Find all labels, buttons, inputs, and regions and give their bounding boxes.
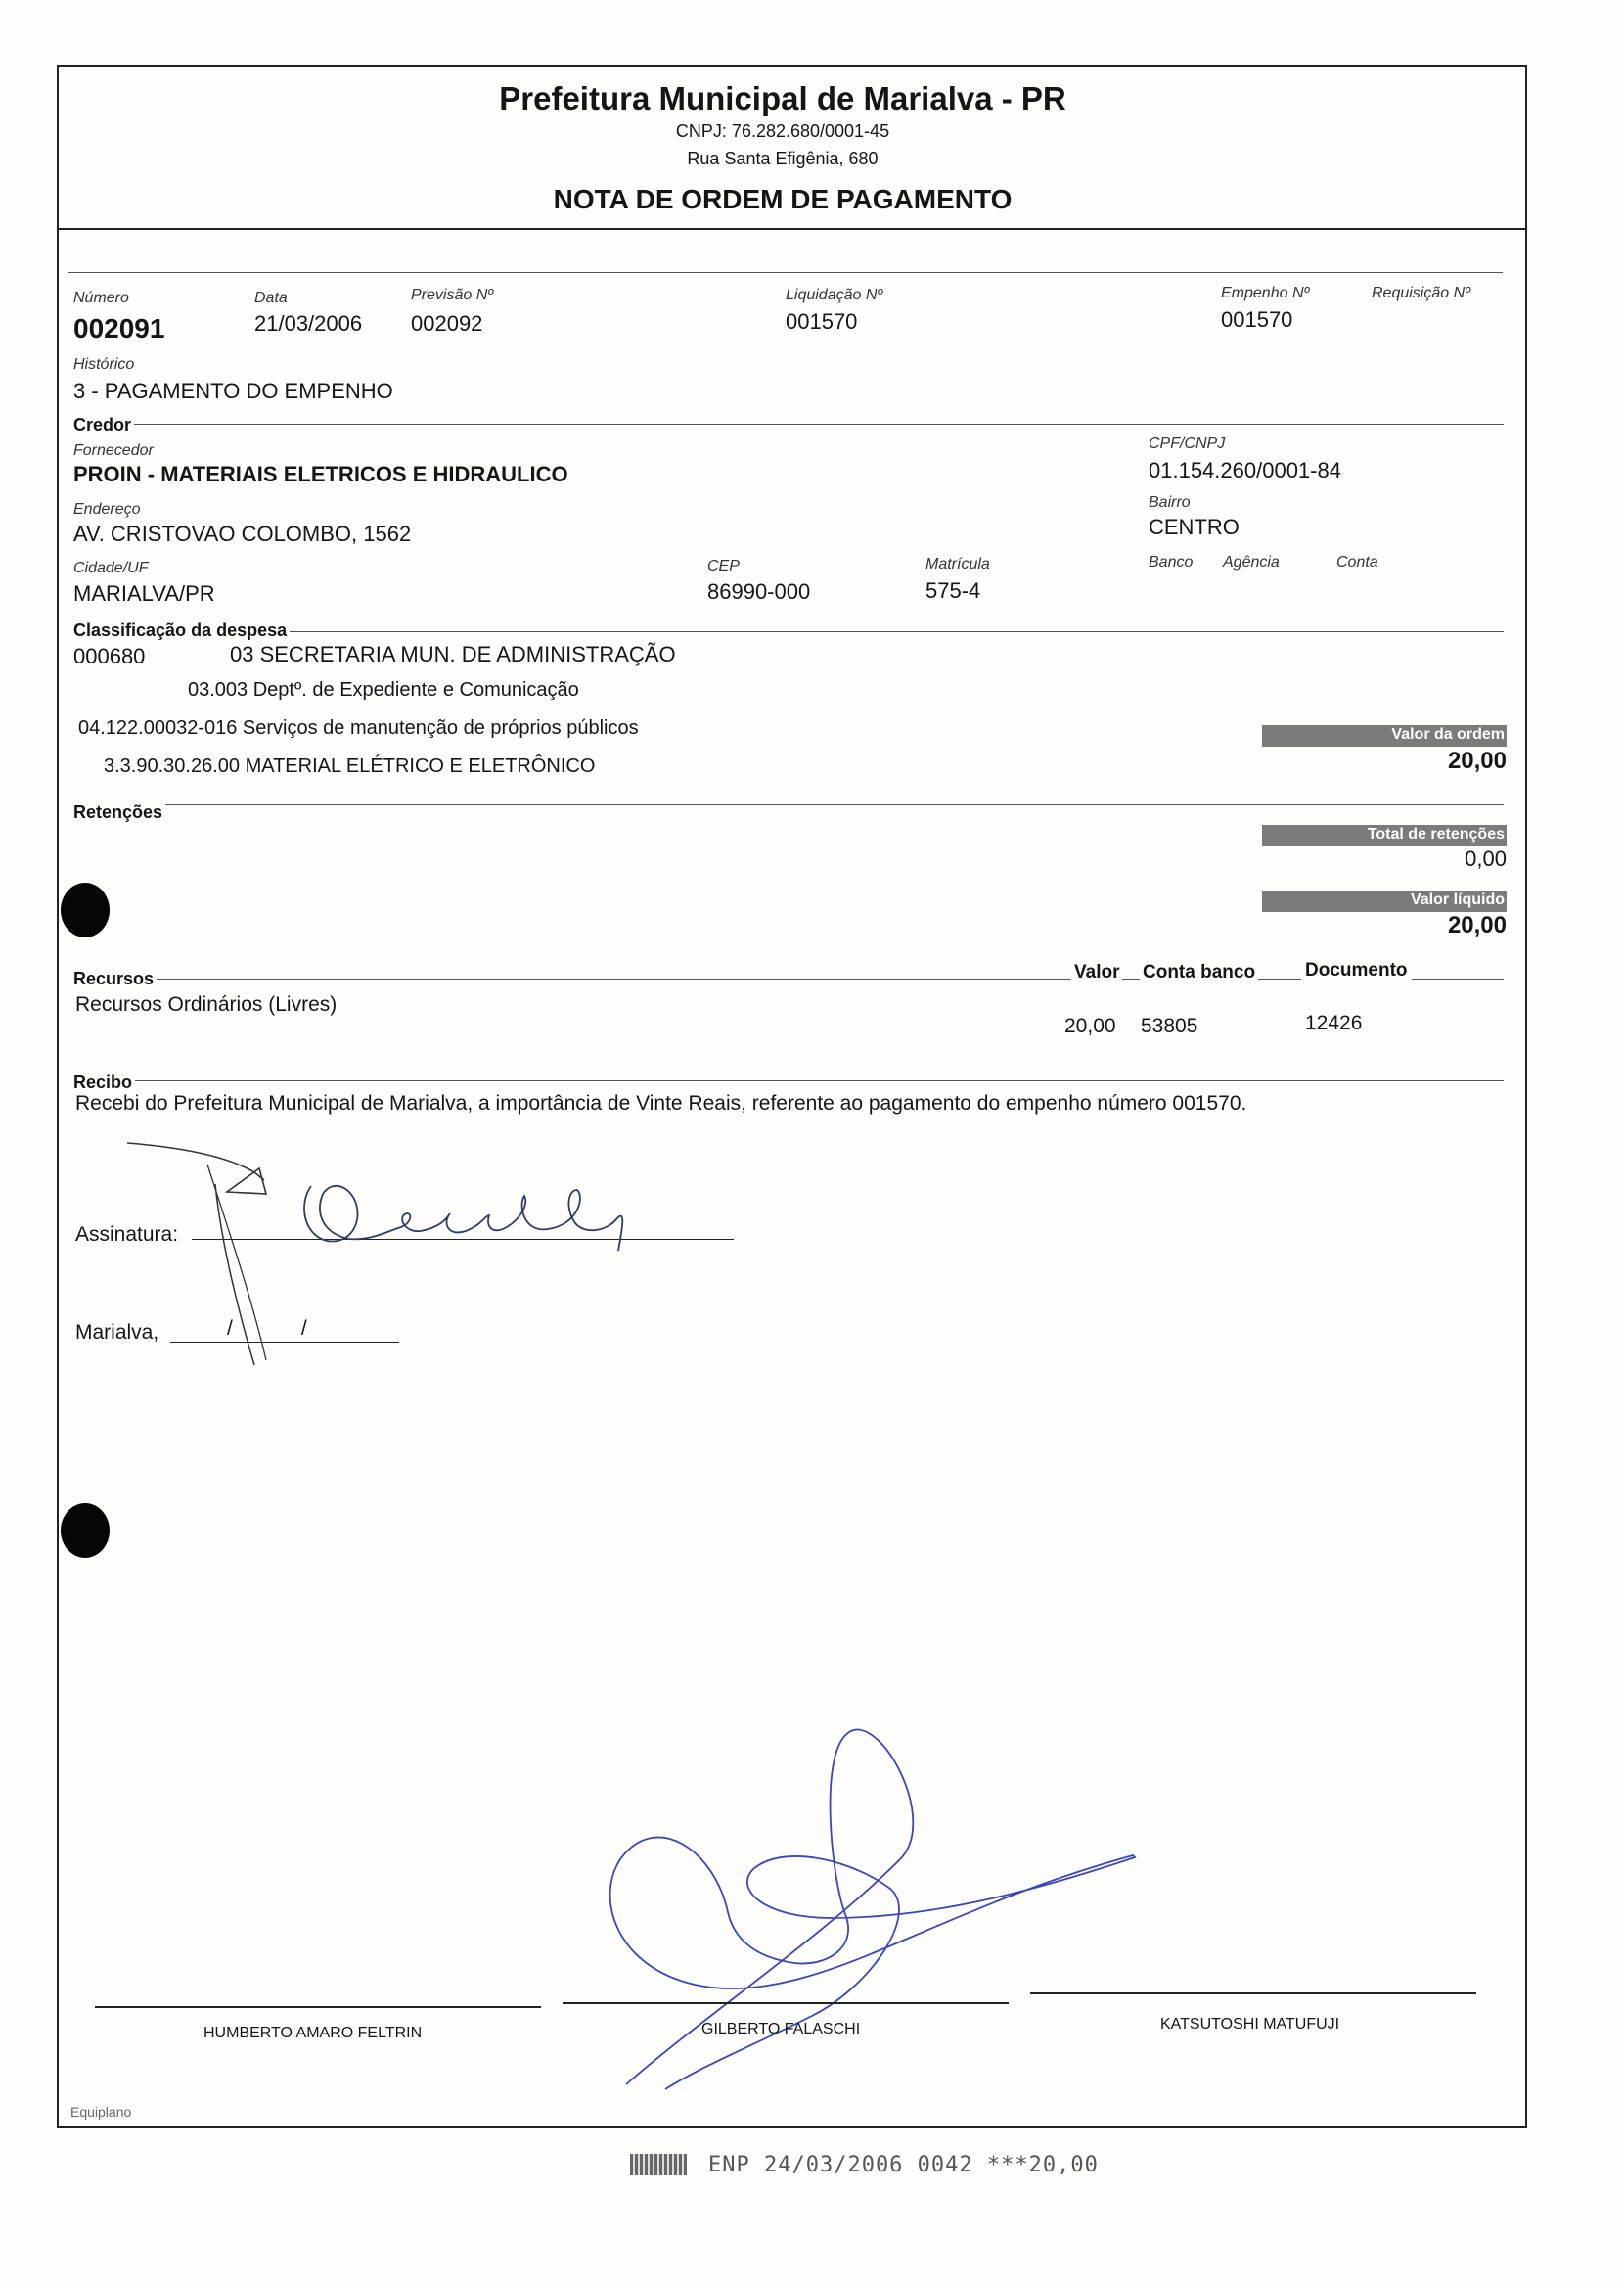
banco-label: Banco	[1149, 554, 1194, 571]
org-cnpj: CNPJ: 76.282.680/0001-45	[675, 121, 890, 141]
valor-liquido-bar	[1262, 891, 1507, 912]
previsao-value: 002092	[411, 311, 483, 336]
signature-line-1	[95, 2006, 541, 2008]
org-address: Rua Santa Efigênia, 680	[687, 149, 879, 168]
valor-liquido-label: Valor líquido	[1410, 891, 1505, 908]
signatory-1: HUMBERTO AMARO FELTRIN	[203, 2025, 423, 2041]
recibo-signature-marks	[117, 1125, 763, 1380]
valor-ordem-label: Valor da ordem	[1391, 726, 1505, 743]
recursos-valor-label: Valor	[1071, 962, 1122, 983]
classificacao-line1: 03 SECRETARIA MUN. DE ADMINISTRAÇÃO	[230, 642, 676, 666]
numero-label: Número	[73, 290, 129, 306]
classificacao-line3: 04.122.00032-016 Serviços de manutenção de próprios públicos	[78, 717, 639, 739]
fornecedor-label: Fornecedor	[73, 442, 154, 459]
valor-ordem-bar	[1262, 725, 1507, 747]
signature-line-2	[563, 2002, 1009, 2004]
header-separator	[57, 228, 1525, 230]
previsao-label: Previsão Nº	[411, 287, 494, 303]
org-name: Prefeitura Municipal de Marialva - PR	[499, 80, 1066, 116]
numero-value: 002091	[73, 313, 165, 343]
credor-rule	[73, 424, 1504, 425]
historico-label: Histórico	[73, 356, 135, 373]
cpf-label: CPF/CNPJ	[1149, 435, 1226, 452]
gilberto-signature	[587, 1722, 1154, 2094]
agencia-label: Agência	[1223, 554, 1280, 571]
conta-label: Conta	[1336, 554, 1378, 571]
liquidacao-value: 001570	[786, 309, 858, 334]
punch-hole-lower	[61, 1503, 110, 1558]
valor-liquido-value: 20,00	[1447, 912, 1507, 938]
endereco-label: Endereço	[73, 501, 141, 518]
valor-ordem-value: 20,00	[1447, 748, 1507, 774]
credor-section: Credor	[73, 415, 134, 435]
recibo-text: Recebi do Prefeitura Municipal de Marialva, a importância de Vinte Reais, referente ao pagamento do empenho número 001570.	[75, 1092, 1247, 1115]
total-retencoes-label: Total de retenções	[1367, 826, 1505, 843]
signatory-2: GILBERTO FALASCHI	[701, 2021, 861, 2037]
footer-stamp: ENP 24/03/2006 0042 ***20,00	[708, 2153, 1099, 2177]
matricula-label: Matrícula	[925, 556, 990, 572]
doc-title: NOTA DE ORDEM DE PAGAMENTO	[553, 184, 1013, 214]
recursos-documento-label: Documento	[1301, 960, 1412, 982]
software-brand: Equiplano	[70, 2104, 132, 2120]
classificacao-line4: 3.3.90.30.26.00 MATERIAL ELÉTRICO E ELETRÔNICO	[104, 755, 596, 777]
retencoes-section: Retenções	[73, 802, 165, 823]
date-slashes: / /	[227, 1317, 307, 1340]
recursos-rule	[73, 979, 1504, 980]
punch-hole-upper	[61, 883, 110, 937]
cpf-value: 01.154.260/0001-84	[1149, 458, 1341, 482]
recursos-documento: 12426	[1305, 1012, 1363, 1034]
classificacao-line2: 03.003 Deptº. de Expediente e Comunicação	[188, 679, 579, 701]
historico-value: 3 - PAGAMENTO DO EMPENHO	[73, 379, 393, 403]
liquidacao-label: Liquidação Nº	[786, 287, 883, 303]
recursos-valor: 20,00	[1064, 1015, 1116, 1037]
data-value: 21/03/2006	[254, 311, 363, 336]
signature-line-3	[1030, 1992, 1476, 1994]
fornecedor-value: PROIN - MATERIAIS ELETRICOS E HIDRAULICO	[73, 462, 568, 486]
empenho-value: 001570	[1221, 307, 1293, 332]
bairro-value: CENTRO	[1149, 515, 1240, 539]
empenho-label: Empenho Nº	[1221, 285, 1310, 301]
classificacao-section: Classificação da despesa	[73, 620, 290, 641]
stamp-logo-icon	[630, 2154, 687, 2175]
total-retencoes-bar	[1262, 825, 1507, 846]
retencoes-rule	[73, 804, 1504, 805]
assinatura-label: Assinatura:	[75, 1223, 179, 1246]
top-rule	[68, 272, 1503, 273]
endereco-value: AV. CRISTOVAO COLOMBO, 1562	[73, 522, 412, 546]
local-label: Marialva,	[75, 1321, 159, 1344]
cidade-label: Cidade/UF	[73, 560, 149, 576]
cidade-value: MARIALVA/PR	[73, 581, 215, 606]
recursos-conta: 53805	[1141, 1015, 1198, 1037]
recibo-rule	[73, 1080, 1504, 1081]
data-label: Data	[254, 290, 288, 306]
bairro-label: Bairro	[1149, 494, 1191, 511]
recursos-section: Recursos	[73, 969, 157, 989]
recursos-value: Recursos Ordinários (Livres)	[75, 993, 338, 1016]
recibo-section: Recibo	[73, 1073, 135, 1093]
matricula-value: 575-4	[925, 578, 981, 603]
cep-value: 86990-000	[707, 579, 811, 604]
total-retencoes-value: 0,00	[1465, 846, 1507, 871]
cep-label: CEP	[707, 558, 740, 574]
recursos-conta-label: Conta banco	[1140, 962, 1258, 983]
classificacao-code: 000680	[73, 644, 146, 668]
signatory-3: KATSUTOSHI MATUFUJI	[1160, 2016, 1340, 2033]
requisicao-label: Requisição Nº	[1372, 285, 1470, 301]
